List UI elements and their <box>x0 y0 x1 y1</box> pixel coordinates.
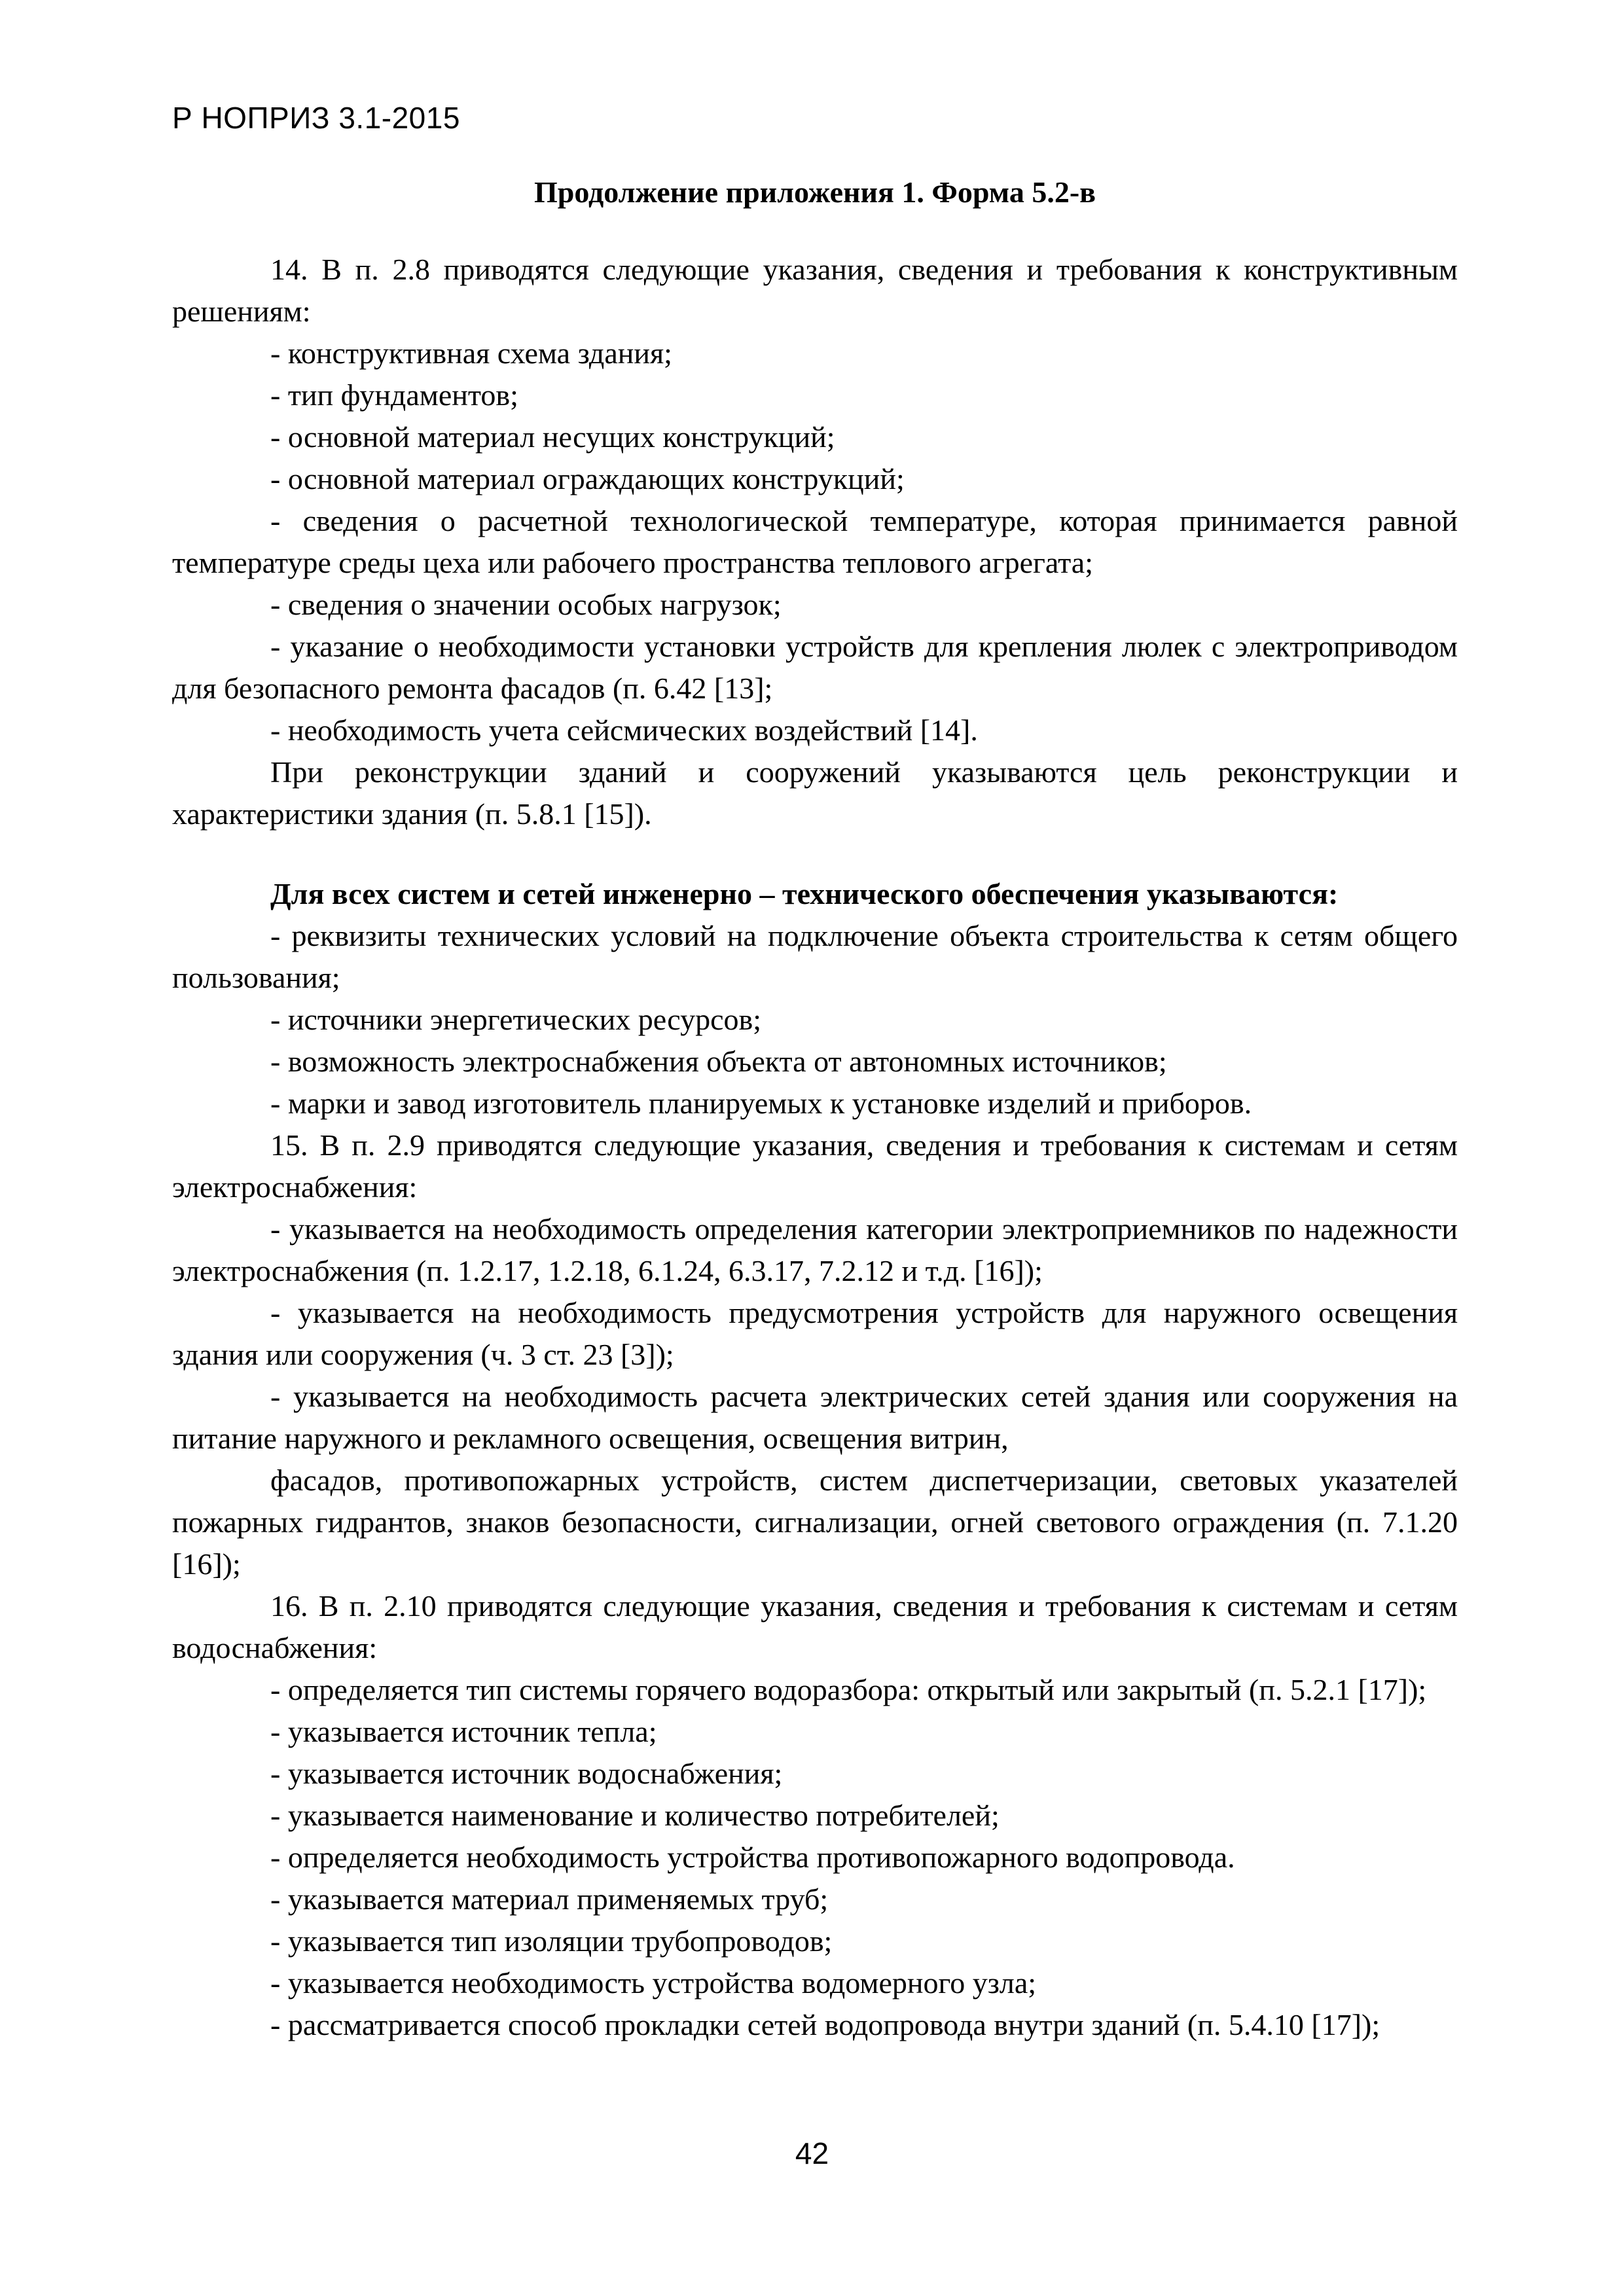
document-code: Р НОПРИЗ 3.1-2015 <box>172 101 460 135</box>
paragraph: 14. В п. 2.8 приводятся следующие указания, сведения и требования к конструктивным решениям: <box>172 253 1458 328</box>
list-item: - указывается на необходимость расчета электрических сетей здания или сооружения на питание наружного и рекламного освещения, освещения витрин, <box>172 1380 1458 1455</box>
list-item: - сведения о расчетной технологической температуре, которая принимается равной температуре среды цеха или рабочего пространства теплового агрегата; <box>172 504 1458 579</box>
list-item: - источники энергетических ресурсов; <box>270 1003 762 1036</box>
list-item: - конструктивная схема здания; <box>270 336 672 370</box>
section-gap <box>172 835 1458 873</box>
section-subheading: Для всех систем и сетей инженерно – технического обеспечения указываются: <box>270 877 1339 910</box>
section-structural <box>172 249 1458 835</box>
page-body <box>172 171 1458 2046</box>
list-item: - основной материал несущих конструкций; <box>270 420 835 454</box>
list-item: - указывается материал применяемых труб; <box>270 1882 829 1916</box>
section-engineering <box>172 915 1458 2046</box>
list-item: - необходимость учета сейсмических воздействий [14]. <box>270 713 978 747</box>
list-item: - указывается тип изоляции трубопроводов; <box>270 1924 833 1958</box>
page-title: Продолжение приложения 1. Форма 5.2-в <box>534 175 1096 209</box>
paragraph: 15. В п. 2.9 приводятся следующие указания, сведения и требования к системам и сетям электроснабжения: <box>172 1128 1458 1204</box>
list-item: - рассматривается способ прокладки сетей водопровода внутри зданий (п. 5.4.10 [17]); <box>270 2008 1380 2041</box>
list-item: - возможность электроснабжения объекта от автономных источников; <box>270 1045 1167 1078</box>
paragraph: 16. В п. 2.10 приводятся следующие указания, сведения и требования к системам и сетям водоснабжения: <box>172 1589 1458 1664</box>
page-number: 42 <box>795 2136 829 2170</box>
list-item: - определяется тип системы горячего водоразбора: открытый или закрытый (п. 5.2.1 [17]); <box>270 1673 1427 1706</box>
list-item: - сведения о значении особых нагрузок; <box>270 588 782 621</box>
list-item: - указывается на необходимость предусмотрения устройств для наружного освещения здания или сооружения (ч. 3 ст. 23 [3]); <box>172 1296 1458 1371</box>
list-item: - указывается наименование и количество потребителей; <box>270 1799 1000 1832</box>
list-item: фасадов, противопожарных устройств, систем диспетчеризации, световых указателей пожарных гидрантов, знаков безопасности, сигнализации, огней светового ограждения (п. 7.1.20 [16]); <box>172 1463 1458 1581</box>
list-item: - тип фундаментов; <box>270 378 518 412</box>
list-item: - определяется необходимость устройства противопожарного водопровода. <box>270 1840 1235 1874</box>
list-item: - указывается на необходимость определения категории электроприемников по надежности электроснабжения (п. 1.2.17, 1.2.18, 6.1.24, 6.3.17, 7.2.12 и т.д. [16]); <box>172 1212 1458 1287</box>
list-item: - основной материал ограждающих конструкций; <box>270 462 905 495</box>
list-item: - указывается необходимость устройства водомерного узла; <box>270 1966 1037 2000</box>
list-item: - указание о необходимости установки устройств для крепления люлек с электроприводом для безопасного ремонта фасадов (п. 6.42 [13]; <box>172 630 1458 705</box>
list-item: - указывается источник тепла; <box>270 1715 657 1748</box>
list-item: - реквизиты технических условий на подключение объекта строительства к сетям общего пользования; <box>172 919 1458 994</box>
list-item: - марки и завод изготовитель планируемых к установке изделий и приборов. <box>270 1086 1252 1120</box>
list-item: - указывается источник водоснабжения; <box>270 1757 783 1790</box>
paragraph: При реконструкции зданий и сооружений указываются цель реконструкции и характеристики здания (п. 5.8.1 [15]). <box>172 755 1458 831</box>
